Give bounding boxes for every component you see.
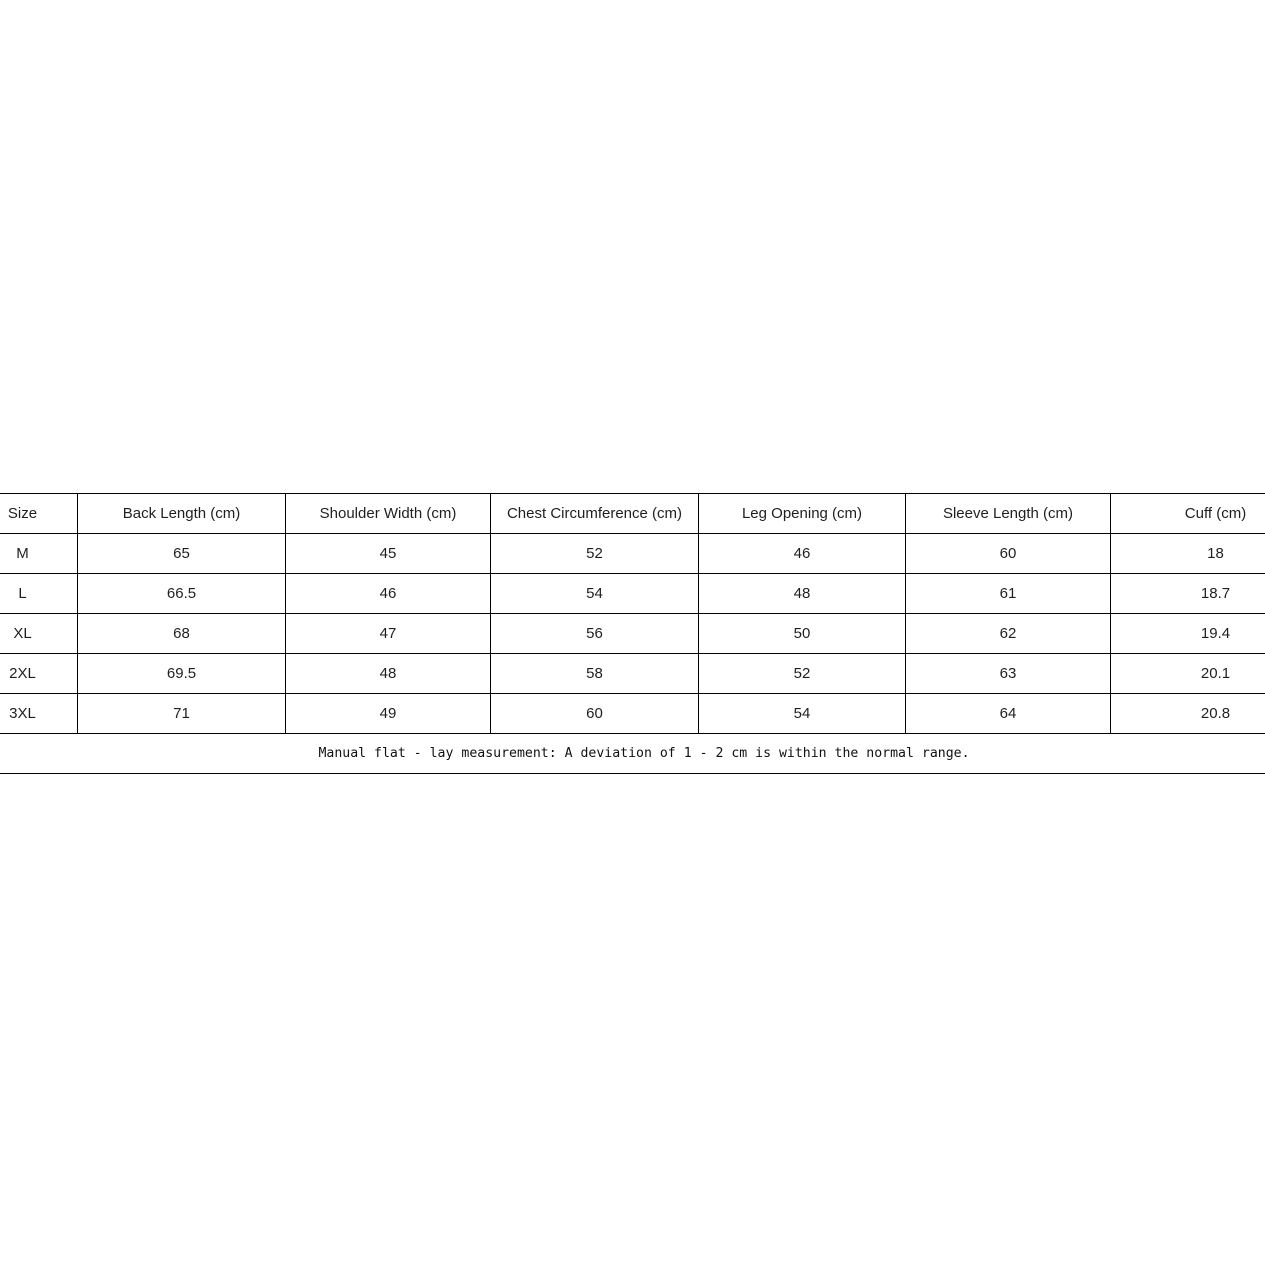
leg-opening-value: 52 bbox=[699, 654, 906, 694]
size-label: XL bbox=[0, 614, 78, 654]
leg-opening-value: 48 bbox=[699, 574, 906, 614]
size-chart-table bbox=[0, 493, 1265, 774]
back-length-value: 65 bbox=[78, 534, 286, 574]
sleeve-length-value: 63 bbox=[906, 654, 1111, 694]
shoulder-width-value: 48 bbox=[286, 654, 491, 694]
sleeve-length-value: 64 bbox=[906, 694, 1111, 734]
chest-circumference-value: 52 bbox=[491, 534, 699, 574]
table-row-xl bbox=[0, 614, 1265, 654]
back-length-value: 71 bbox=[78, 694, 286, 734]
shoulder-width-value: 49 bbox=[286, 694, 491, 734]
size-label: L bbox=[0, 574, 78, 614]
cuff-value: 18.7 bbox=[1111, 574, 1265, 614]
cuff-value: 19.4 bbox=[1111, 614, 1265, 654]
back-length-value: 68 bbox=[78, 614, 286, 654]
cuff-value: 18 bbox=[1111, 534, 1265, 574]
table-row-l bbox=[0, 574, 1265, 614]
chest-circumference-value: 60 bbox=[491, 694, 699, 734]
header-leg-opening: Leg Opening (cm) bbox=[699, 494, 906, 534]
shoulder-width-value: 47 bbox=[286, 614, 491, 654]
table-row-3xl bbox=[0, 694, 1265, 734]
leg-opening-value: 46 bbox=[699, 534, 906, 574]
shoulder-width-value: 45 bbox=[286, 534, 491, 574]
header-chest-circumference: Chest Circumference (cm) bbox=[491, 494, 699, 534]
shoulder-width-value: 46 bbox=[286, 574, 491, 614]
header-size: Size bbox=[0, 494, 78, 534]
sleeve-length-value: 62 bbox=[906, 614, 1111, 654]
header-row bbox=[0, 494, 1265, 534]
header-cuff: Cuff (cm) bbox=[1111, 494, 1265, 534]
chest-circumference-value: 54 bbox=[491, 574, 699, 614]
header-sleeve-length: Sleeve Length (cm) bbox=[906, 494, 1111, 534]
size-label: M bbox=[0, 534, 78, 574]
sleeve-length-value: 60 bbox=[906, 534, 1111, 574]
table-row-m bbox=[0, 534, 1265, 574]
header-back-length: Back Length (cm) bbox=[78, 494, 286, 534]
leg-opening-value: 50 bbox=[699, 614, 906, 654]
back-length-value: 66.5 bbox=[78, 574, 286, 614]
cuff-value: 20.8 bbox=[1111, 694, 1265, 734]
note-row bbox=[0, 734, 1265, 774]
measurement-note: Manual flat - lay measurement: A deviation of 1 - 2 cm is within the normal range. bbox=[0, 734, 1265, 774]
table-row-2xl bbox=[0, 654, 1265, 694]
cuff-value: 20.1 bbox=[1111, 654, 1265, 694]
chest-circumference-value: 56 bbox=[491, 614, 699, 654]
sleeve-length-value: 61 bbox=[906, 574, 1111, 614]
header-shoulder-width: Shoulder Width (cm) bbox=[286, 494, 491, 534]
back-length-value: 69.5 bbox=[78, 654, 286, 694]
size-label: 2XL bbox=[0, 654, 78, 694]
chest-circumference-value: 58 bbox=[491, 654, 699, 694]
leg-opening-value: 54 bbox=[699, 694, 906, 734]
size-label: 3XL bbox=[0, 694, 78, 734]
